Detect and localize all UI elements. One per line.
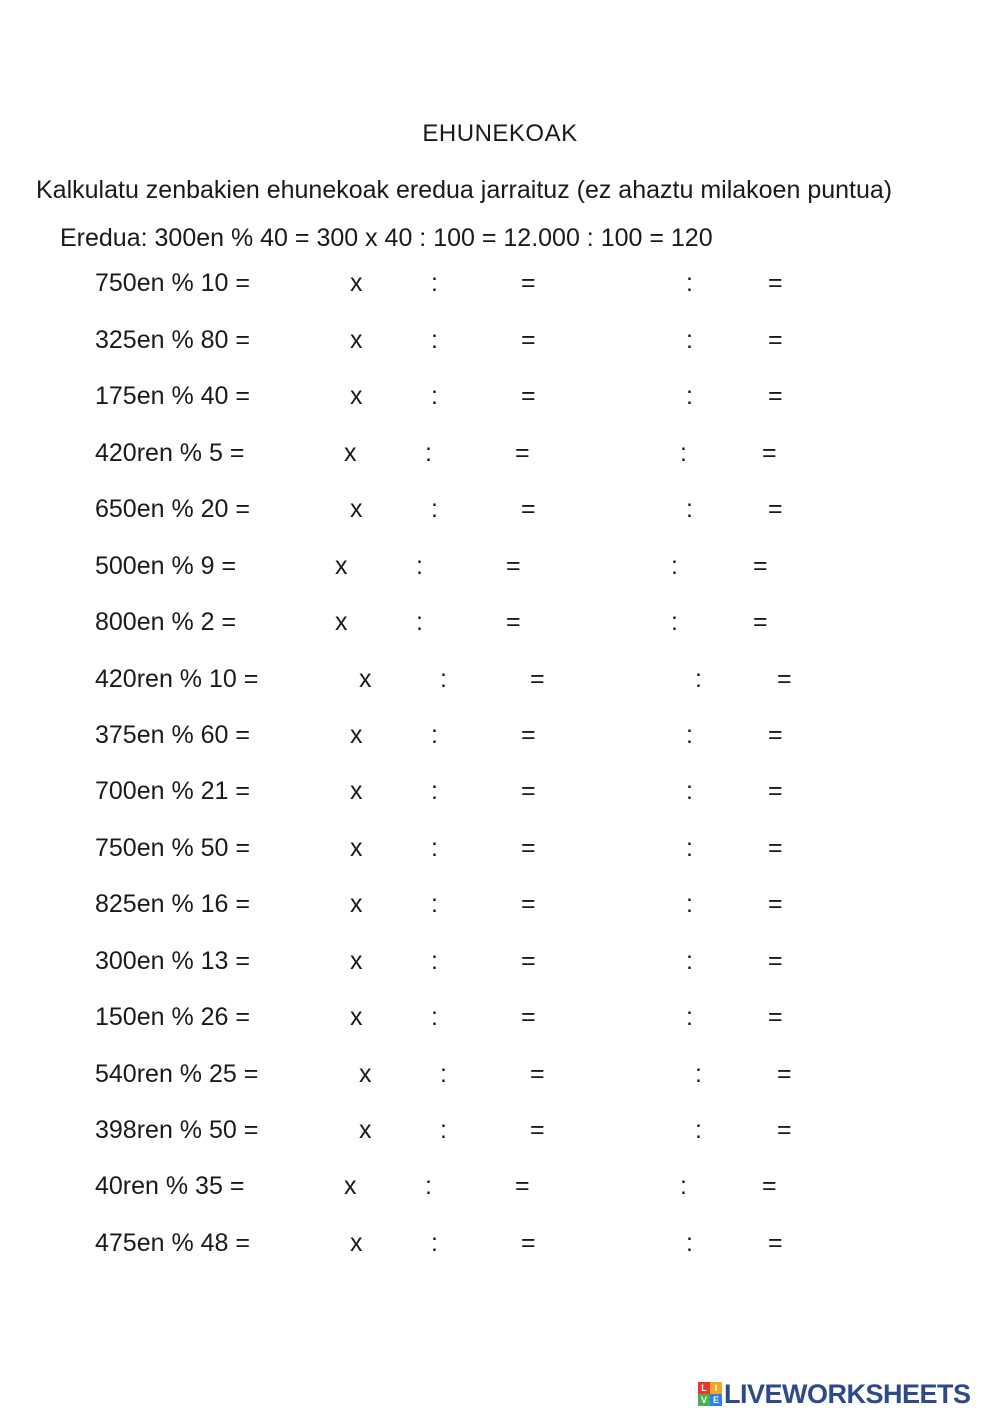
exercise-prompt: 540ren % 25 = [95,1060,259,1088]
equals-sign-2: = [768,721,783,749]
exercise-prompt: 420ren % 5 = [95,439,245,467]
divide-sign-1: : [431,1003,438,1031]
exercise-row [0,832,1000,864]
divide-sign-1: : [431,382,438,410]
equals-sign-1: = [521,382,536,410]
times-sign: x [350,382,363,410]
logo-text: LIVEWORKSHEETS [724,1379,971,1409]
divide-sign-2: : [695,1116,702,1144]
divide-sign-1: : [431,1229,438,1257]
equals-sign-2: = [768,947,783,975]
divide-sign-2: : [686,777,693,805]
equals-sign-1: = [521,269,536,297]
equals-sign-1: = [521,1229,536,1257]
exercise-row [0,1114,1000,1146]
divide-sign-2: : [686,326,693,354]
equals-sign-2: = [768,1003,783,1031]
exercise-row [0,1058,1000,1090]
equals-sign-2: = [762,439,777,467]
equals-sign-2: = [768,326,783,354]
equals-sign-1: = [515,1172,530,1200]
exercise-row [0,267,1000,299]
equals-sign-1: = [530,1060,545,1088]
logo-mark-icon: L I V E [698,1382,722,1406]
times-sign: x [335,608,348,636]
divide-sign-1: : [425,439,432,467]
divide-sign-2: : [671,552,678,580]
divide-sign-1: : [431,495,438,523]
exercise-prompt: 825en % 16 = [95,890,250,918]
equals-sign-1: = [521,721,536,749]
exercise-prompt: 750en % 10 = [95,269,250,297]
equals-sign-2: = [768,777,783,805]
exercise-prompt: 40ren % 35 = [95,1172,245,1200]
equals-sign-1: = [521,1003,536,1031]
exercise-row [0,1001,1000,1033]
exercise-row [0,1170,1000,1202]
times-sign: x [350,947,363,975]
equals-sign-2: = [768,834,783,862]
equals-sign-2: = [768,495,783,523]
exercise-row [0,324,1000,356]
divide-sign-1: : [431,947,438,975]
divide-sign-1: : [440,1060,447,1088]
exercise-row [0,888,1000,920]
exercise-row [0,550,1000,582]
divide-sign-2: : [671,608,678,636]
exercise-prompt: 150en % 26 = [95,1003,250,1031]
divide-sign-2: : [686,834,693,862]
exercise-prompt: 750en % 50 = [95,834,250,862]
equals-sign-2: = [753,552,768,580]
divide-sign-1: : [440,665,447,693]
instruction-text: Kalkulatu zenbakien ehunekoak eredua jarraituz (ez ahaztu milakoen puntua) [36,176,893,204]
equals-sign-1: = [521,326,536,354]
divide-sign-2: : [686,269,693,297]
times-sign: x [350,326,363,354]
exercise-prompt: 375en % 60 = [95,721,250,749]
exercise-row [0,380,1000,412]
divide-sign-1: : [431,777,438,805]
divide-sign-2: : [686,382,693,410]
liveworksheets-logo [698,1378,971,1410]
equals-sign-2: = [777,1116,792,1144]
equals-sign-1: = [521,947,536,975]
exercise-prompt: 175en % 40 = [95,382,250,410]
exercise-row [0,775,1000,807]
equals-sign-1: = [515,439,530,467]
example-text: Eredua: 300en % 40 = 300 x 40 : 100 = 12.000 : 100 = 120 [60,224,713,252]
equals-sign-2: = [753,608,768,636]
divide-sign-2: : [680,1172,687,1200]
times-sign: x [350,269,363,297]
exercise-prompt: 398ren % 50 = [95,1116,259,1144]
page-title: EHUNEKOAK [422,120,578,147]
divide-sign-2: : [686,890,693,918]
equals-sign-2: = [777,665,792,693]
exercise-row [0,437,1000,469]
exercise-prompt: 700en % 21 = [95,777,250,805]
equals-sign-2: = [768,1229,783,1257]
exercise-prompt: 420ren % 10 = [95,665,259,693]
times-sign: x [350,721,363,749]
divide-sign-1: : [431,890,438,918]
exercise-prompt: 500en % 9 = [95,552,237,580]
equals-sign-1: = [521,890,536,918]
exercise-row [0,606,1000,638]
divide-sign-2: : [680,439,687,467]
equals-sign-1: = [521,834,536,862]
divide-sign-2: : [686,1229,693,1257]
divide-sign-2: : [695,665,702,693]
equals-sign-1: = [530,665,545,693]
divide-sign-1: : [416,608,423,636]
equals-sign-1: = [506,552,521,580]
exercise-prompt: 650en % 20 = [95,495,250,523]
divide-sign-1: : [431,834,438,862]
exercise-prompt: 800en % 2 = [95,608,237,636]
equals-sign-2: = [768,269,783,297]
equals-sign-2: = [762,1172,777,1200]
times-sign: x [335,552,348,580]
divide-sign-2: : [695,1060,702,1088]
times-sign: x [350,777,363,805]
divide-sign-2: : [686,495,693,523]
times-sign: x [344,439,357,467]
divide-sign-2: : [686,721,693,749]
divide-sign-1: : [431,269,438,297]
equals-sign-2: = [768,890,783,918]
times-sign: x [350,495,363,523]
exercise-row [0,493,1000,525]
equals-sign-1: = [521,495,536,523]
divide-sign-1: : [425,1172,432,1200]
times-sign: x [350,1003,363,1031]
divide-sign-1: : [431,721,438,749]
divide-sign-1: : [431,326,438,354]
times-sign: x [344,1172,357,1200]
divide-sign-1: : [440,1116,447,1144]
equals-sign-1: = [521,777,536,805]
divide-sign-2: : [686,1003,693,1031]
times-sign: x [350,890,363,918]
exercise-prompt: 325en % 80 = [95,326,250,354]
times-sign: x [359,1060,372,1088]
exercise-row [0,945,1000,977]
exercise-row [0,663,1000,695]
times-sign: x [359,1116,372,1144]
divide-sign-2: : [686,947,693,975]
times-sign: x [350,834,363,862]
equals-sign-1: = [506,608,521,636]
exercise-prompt: 475en % 48 = [95,1229,250,1257]
times-sign: x [359,665,372,693]
exercise-prompt: 300en % 13 = [95,947,250,975]
exercise-row [0,719,1000,751]
times-sign: x [350,1229,363,1257]
equals-sign-2: = [768,382,783,410]
equals-sign-1: = [530,1116,545,1144]
exercise-row [0,1227,1000,1259]
equals-sign-2: = [777,1060,792,1088]
divide-sign-1: : [416,552,423,580]
